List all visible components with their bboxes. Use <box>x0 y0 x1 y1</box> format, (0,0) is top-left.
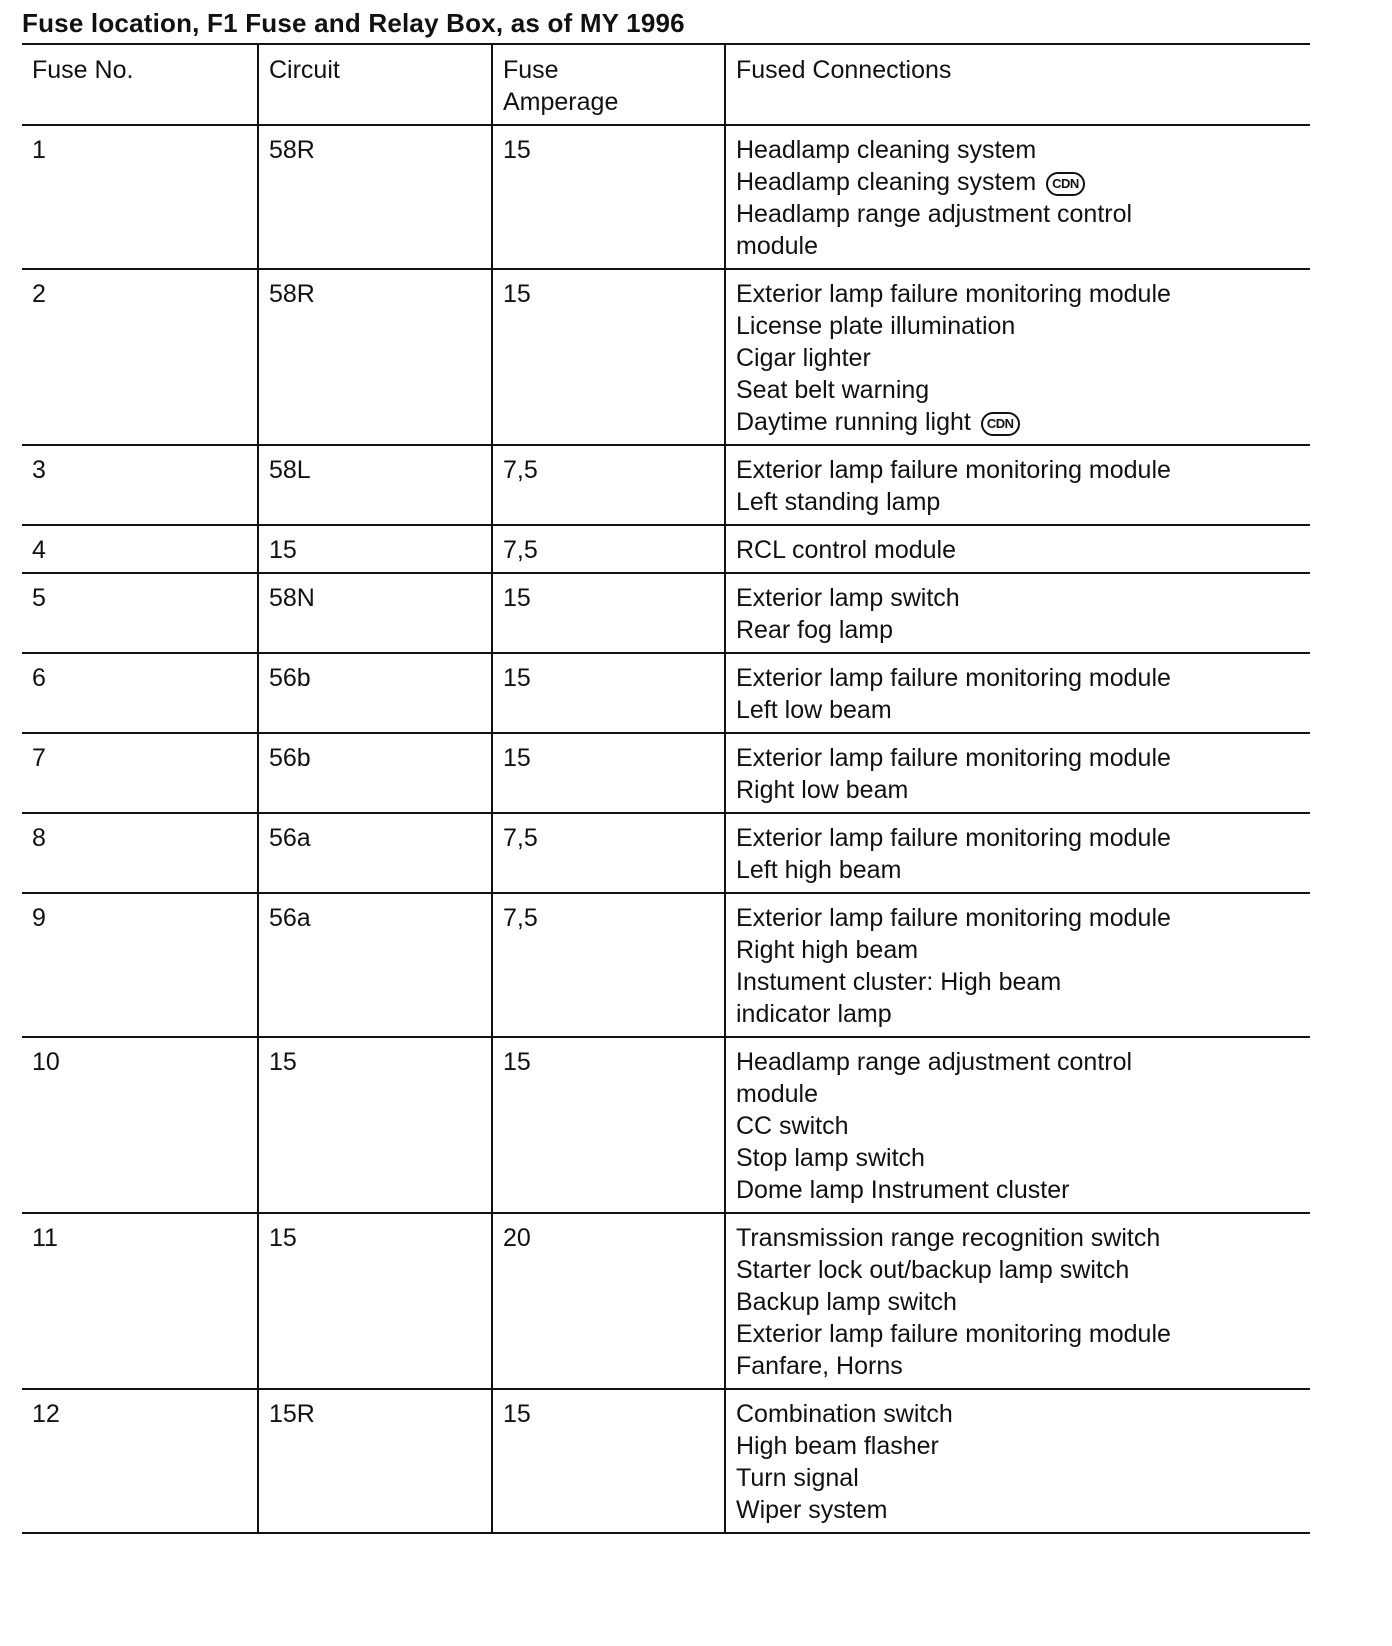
amperage-cell: 7,5 <box>492 525 725 573</box>
circuit-cell: 15 <box>258 1037 492 1213</box>
circuit-cell: 56a <box>258 813 492 893</box>
table-row <box>22 1389 1310 1533</box>
header-amperage-line2: Amperage <box>503 88 619 116</box>
circuit-cell: 58L <box>258 445 492 525</box>
connection-item <box>736 1318 1300 1350</box>
connection-text: Exterior lamp failure monitoring module <box>736 280 1171 308</box>
connection-text: Headlamp cleaning system <box>736 168 1037 196</box>
amperage-cell: 15 <box>492 733 725 813</box>
connection-text: High beam flasher <box>736 1432 939 1460</box>
connection-text: Exterior lamp failure monitoring module <box>736 744 1171 772</box>
circuit-cell: 15R <box>258 1389 492 1533</box>
connection-item <box>736 166 1300 198</box>
connection-item <box>736 486 1300 518</box>
connection-item <box>736 1350 1300 1382</box>
fused-connections-cell <box>725 653 1310 733</box>
cdn-market-badge: CDN <box>1046 172 1085 196</box>
fuse-number-cell: 6 <box>22 653 258 733</box>
fused-connections-cell <box>725 733 1310 813</box>
connection-item <box>736 694 1300 726</box>
connection-text: Wiper system <box>736 1496 888 1524</box>
fused-connections-cell <box>725 573 1310 653</box>
table-row <box>22 733 1310 813</box>
amperage-cell: 15 <box>492 269 725 445</box>
connection-item <box>736 998 1300 1030</box>
connection-item <box>736 1046 1300 1078</box>
header-fused-connections: Fused Connections <box>725 44 1310 125</box>
connection-item <box>736 854 1300 886</box>
connection-text: Exterior lamp failure monitoring module <box>736 1320 1171 1348</box>
circuit-cell: 58N <box>258 573 492 653</box>
connection-item <box>736 454 1300 486</box>
connection-item <box>736 534 1300 566</box>
connection-text: CC switch <box>736 1112 849 1140</box>
fuse-table <box>22 43 1310 1534</box>
fuse-number-cell: 1 <box>22 125 258 269</box>
amperage-cell: 15 <box>492 573 725 653</box>
connection-item <box>736 198 1300 230</box>
fuse-number-cell: 4 <box>22 525 258 573</box>
fuse-number-cell: 11 <box>22 1213 258 1389</box>
connection-item <box>736 822 1300 854</box>
connection-text: Exterior lamp failure monitoring module <box>736 904 1171 932</box>
connection-item <box>736 742 1300 774</box>
connection-item <box>736 406 1300 438</box>
table-row <box>22 813 1310 893</box>
fuse-number-cell: 10 <box>22 1037 258 1213</box>
table-row <box>22 525 1310 573</box>
connection-item <box>736 1430 1300 1462</box>
connection-text: Headlamp cleaning system <box>736 136 1037 164</box>
circuit-cell: 56a <box>258 893 492 1037</box>
connection-text: Starter lock out/backup lamp switch <box>736 1256 1130 1284</box>
connection-text: Rear fog lamp <box>736 616 894 644</box>
connection-text: Daytime running light <box>736 408 971 436</box>
table-row <box>22 445 1310 525</box>
circuit-cell: 56b <box>258 653 492 733</box>
page-title: Fuse location, F1 Fuse and Relay Box, as of MY 1996 <box>22 8 685 38</box>
connection-text: Left high beam <box>736 856 902 884</box>
header-fuse-no: Fuse No. <box>22 44 258 125</box>
circuit-cell: 58R <box>258 269 492 445</box>
connection-item <box>736 278 1300 310</box>
header-fuse-amperage <box>492 44 725 125</box>
fused-connections-cell <box>725 1213 1310 1389</box>
connection-item <box>736 614 1300 646</box>
connection-item <box>736 342 1300 374</box>
connection-text: module <box>736 232 818 260</box>
fuse-number-cell: 2 <box>22 269 258 445</box>
connection-text: Fanfare, Horns <box>736 1352 903 1380</box>
circuit-cell: 15 <box>258 525 492 573</box>
fuse-number-cell: 7 <box>22 733 258 813</box>
table-row <box>22 1037 1310 1213</box>
connection-text: Exterior lamp failure monitoring module <box>736 824 1171 852</box>
fuse-number-cell: 8 <box>22 813 258 893</box>
connection-text: Transmission range recognition switch <box>736 1224 1161 1252</box>
table-row <box>22 1213 1310 1389</box>
fused-connections-cell <box>725 269 1310 445</box>
circuit-cell: 15 <box>258 1213 492 1389</box>
connection-text: Exterior lamp switch <box>736 584 960 612</box>
table-body <box>22 125 1310 1533</box>
amperage-cell: 15 <box>492 1389 725 1533</box>
connection-item <box>736 662 1300 694</box>
fused-connections-cell <box>725 525 1310 573</box>
connection-text: Right low beam <box>736 776 909 804</box>
fused-connections-cell <box>725 1389 1310 1533</box>
connection-text: module <box>736 1080 818 1108</box>
connection-text: Headlamp range adjustment control <box>736 200 1133 228</box>
fuse-number-cell: 9 <box>22 893 258 1037</box>
amperage-cell: 15 <box>492 125 725 269</box>
table-row <box>22 125 1310 269</box>
connection-item <box>736 1462 1300 1494</box>
fuse-number-cell: 12 <box>22 1389 258 1533</box>
connection-item <box>736 1254 1300 1286</box>
connection-text: Headlamp range adjustment control <box>736 1048 1133 1076</box>
connection-text: Seat belt warning <box>736 376 930 404</box>
connection-text: Right high beam <box>736 936 919 964</box>
connection-text: Backup lamp switch <box>736 1288 957 1316</box>
table-row <box>22 653 1310 733</box>
connection-item <box>736 902 1300 934</box>
circuit-cell: 56b <box>258 733 492 813</box>
connection-item <box>736 1078 1300 1110</box>
connection-item <box>736 374 1300 406</box>
fused-connections-cell <box>725 1037 1310 1213</box>
amperage-cell: 7,5 <box>492 445 725 525</box>
connection-item <box>736 1398 1300 1430</box>
fuse-number-cell: 5 <box>22 573 258 653</box>
table-row <box>22 269 1310 445</box>
connection-text: License plate illumination <box>736 312 1016 340</box>
table-row <box>22 893 1310 1037</box>
amperage-cell: 15 <box>492 653 725 733</box>
connection-text: Left low beam <box>736 696 892 724</box>
circuit-cell: 58R <box>258 125 492 269</box>
connection-item <box>736 1174 1300 1206</box>
amperage-cell: 7,5 <box>492 893 725 1037</box>
connection-text: indicator lamp <box>736 1000 892 1028</box>
connection-item <box>736 1142 1300 1174</box>
connection-text: RCL control module <box>736 536 957 564</box>
amperage-cell: 7,5 <box>492 813 725 893</box>
connection-text: Instument cluster: High beam <box>736 968 1062 996</box>
cdn-market-badge: CDN <box>981 412 1020 436</box>
connection-item <box>736 1222 1300 1254</box>
connection-text: Dome lamp Instrument cluster <box>736 1176 1070 1204</box>
fused-connections-cell <box>725 813 1310 893</box>
fused-connections-cell <box>725 445 1310 525</box>
connection-text: Combination switch <box>736 1400 953 1428</box>
header-circuit: Circuit <box>258 44 492 125</box>
connection-item <box>736 966 1300 998</box>
connection-text: Stop lamp switch <box>736 1144 925 1172</box>
amperage-cell: 15 <box>492 1037 725 1213</box>
connection-item <box>736 582 1300 614</box>
connection-item <box>736 1110 1300 1142</box>
fuse-number-cell: 3 <box>22 445 258 525</box>
connection-text: Cigar lighter <box>736 344 871 372</box>
connection-item <box>736 134 1300 166</box>
table-row <box>22 573 1310 653</box>
connection-text: Left standing lamp <box>736 488 941 516</box>
connection-text: Turn signal <box>736 1464 859 1492</box>
connection-item <box>736 230 1300 262</box>
fused-connections-cell <box>725 125 1310 269</box>
connection-item <box>736 934 1300 966</box>
header-amperage-line1: Fuse <box>503 56 559 84</box>
connection-text: Exterior lamp failure monitoring module <box>736 664 1171 692</box>
amperage-cell: 20 <box>492 1213 725 1389</box>
connection-text: Exterior lamp failure monitoring module <box>736 456 1171 484</box>
table-header-row <box>22 44 1310 125</box>
fused-connections-cell <box>725 893 1310 1037</box>
connection-item <box>736 774 1300 806</box>
connection-item <box>736 310 1300 342</box>
connection-item <box>736 1494 1300 1526</box>
connection-item <box>736 1286 1300 1318</box>
